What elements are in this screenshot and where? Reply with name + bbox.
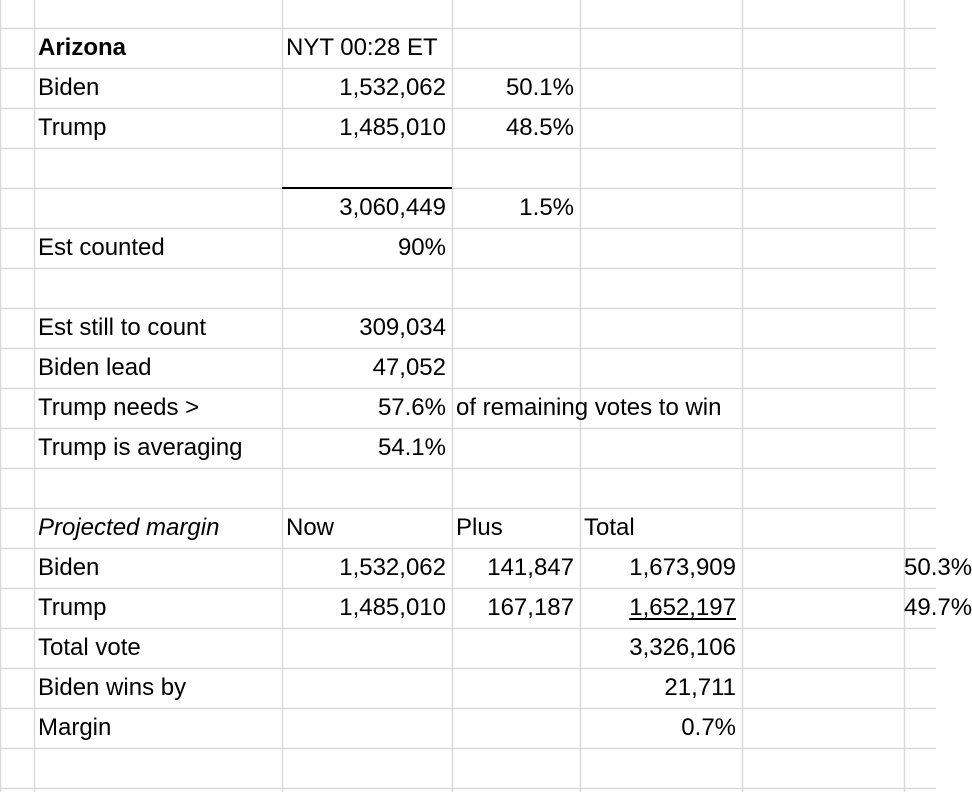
cell-total-vote-col3[interactable]: 3,326,106	[629, 634, 736, 661]
cell-projected-header-col0[interactable]: Projected margin	[38, 514, 220, 541]
cell-total-col2[interactable]: 1.5%	[519, 194, 574, 221]
cell-total-vote-col0[interactable]: Total vote	[38, 634, 141, 661]
sum-border-line	[282, 187, 452, 189]
cell-margin-col3[interactable]: 0.7%	[681, 714, 736, 741]
cell-total-col1[interactable]: 3,060,449	[339, 194, 446, 221]
cell-proj-biden-col0[interactable]: Biden	[38, 554, 100, 581]
cell-proj-biden-col3[interactable]: 1,673,909	[629, 554, 736, 581]
cell-est-still-to-count-col1[interactable]: 309,034	[359, 314, 446, 341]
cell-trump-averaging-col1[interactable]: 54.1%	[377, 434, 446, 461]
cell-est-still-to-count-col0[interactable]: Est still to count	[38, 314, 207, 341]
cell-biden-col0[interactable]: Biden	[38, 74, 100, 101]
cell-trump-averaging-col0[interactable]: Trump is averaging	[38, 434, 243, 461]
cell-proj-trump-col2[interactable]: 167,187	[487, 594, 574, 621]
cell-proj-trump-col5[interactable]: 49.7%	[904, 594, 972, 621]
cell-trump-col2[interactable]: 48.5%	[505, 114, 574, 141]
cell-biden-lead-col1[interactable]: 47,052	[372, 354, 446, 381]
cell-proj-trump-col3[interactable]	[580, 588, 742, 628]
cell-biden-wins-by-col3[interactable]: 21,711	[664, 674, 736, 701]
cell-trump-col0[interactable]: Trump	[38, 114, 107, 141]
cell-header-col0[interactable]: Arizona	[38, 34, 127, 61]
cell-est-counted-col1[interactable]: 90%	[397, 234, 446, 261]
cell-proj-biden-col1[interactable]: 1,532,062	[339, 554, 446, 581]
cell-trump-needs-col2[interactable]: of remaining votes to win	[456, 394, 722, 421]
cell-projected-header-col3[interactable]: Total	[584, 514, 635, 541]
cell-trump-needs-col0[interactable]: Trump needs >	[38, 394, 200, 421]
cell-proj-biden-col2[interactable]: 141,847	[487, 554, 574, 581]
cell-biden-wins-by-col0[interactable]: Biden wins by	[38, 674, 187, 701]
cell-biden-lead-col0[interactable]: Biden lead	[38, 354, 152, 381]
cell-biden-col1[interactable]: 1,532,062	[339, 74, 446, 101]
cell-proj-trump-col1[interactable]: 1,485,010	[339, 594, 446, 621]
cell-trump-col1[interactable]: 1,485,010	[339, 114, 446, 141]
underlined-total-value: 1,652,197	[629, 594, 736, 621]
cell-projected-header-col2[interactable]: Plus	[456, 514, 503, 541]
cell-est-counted-col0[interactable]: Est counted	[38, 234, 165, 261]
cell-proj-biden-col5[interactable]: 50.3%	[904, 554, 972, 581]
cell-margin-col0[interactable]: Margin	[38, 714, 112, 741]
cell-header-col1[interactable]: NYT 00:28 ET	[286, 34, 438, 61]
cell-proj-trump-col0[interactable]: Trump	[38, 594, 107, 621]
cell-projected-header-col1[interactable]: Now	[286, 514, 335, 541]
cell-trump-needs-col1[interactable]: 57.6%	[377, 394, 446, 421]
cell-biden-col2[interactable]: 50.1%	[505, 74, 574, 101]
